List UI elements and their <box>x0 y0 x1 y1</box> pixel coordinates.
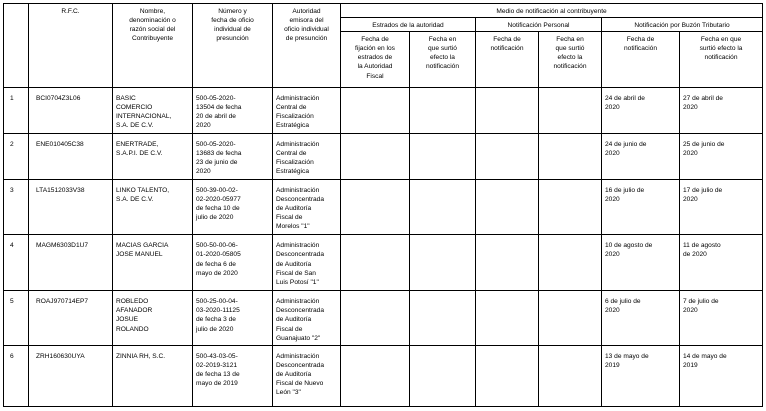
taxpayer-name-cell: BASIC COMERCIO INTERNACIONAL, S.A. DE C.V. <box>113 88 193 134</box>
taxpayer-name-cell: MACIAS GARCIA JOSE MANUEL <box>113 235 193 291</box>
rfc-cell: MAGM6303D1U7 <box>29 235 113 291</box>
taxpayer-name-cell: ROBLEDO AFANADOR JOSUE ROLANDO <box>113 291 193 346</box>
personal-effect-date-cell <box>539 235 602 291</box>
rfc-cell: BCI0704Z3L06 <box>29 88 113 134</box>
header-authority-boards: Estrados de la autoridad <box>341 18 476 32</box>
header-personal-notification: Notificación Personal <box>476 18 602 32</box>
header-mailbox-effect-date: Fecha en que surtió efecto la notificación <box>680 32 763 88</box>
table-row <box>4 88 763 134</box>
issuing-authority-cell: Administración Central de Fiscalización Estratégica <box>273 88 341 134</box>
row-number: 5 <box>4 291 29 346</box>
document-number-cell: 500-05-2020- 13683 de fecha 23 de junio de 2020 <box>193 133 273 179</box>
header-taxpayer-name: Nombre, denominación o razón social del Contribuyente <box>113 4 193 88</box>
row-number: 2 <box>4 133 29 179</box>
issuing-authority-cell: Administración Desconcentrada de Auditoría Fiscal de Morelos "1" <box>273 179 341 235</box>
header-mailbox-notification-date: Fecha de notificación <box>602 32 680 88</box>
mailbox-effect-date-cell: 27 de abril de 2020 <box>680 88 763 134</box>
issuing-authority-cell: Administración Desconcentrada de Auditoría Fiscal de Guanajuato "2" <box>273 291 341 346</box>
document-number-cell: 500-50-00-06- 01-2020-05805 de fecha 6 de mayo de 2020 <box>193 235 273 291</box>
mailbox-effect-date-cell: 25 de junio de 2020 <box>680 133 763 179</box>
taxpayer-name-cell: ZINNIA RH, S.C. <box>113 346 193 407</box>
header-boards-effect-date: Fecha en que surtió efecto la notificación <box>410 32 476 88</box>
personal-effect-date-cell <box>539 179 602 235</box>
mailbox-effect-date-cell: 11 de agosto de 2020 <box>680 235 763 291</box>
issuing-authority-cell: Administración Central de Fiscalización Estratégica <box>273 133 341 179</box>
boards-posting-date-cell <box>341 133 410 179</box>
boards-posting-date-cell <box>341 88 410 134</box>
document-number-cell: 500-25-00-04- 03-2020-11125 de fecha 3 de julio de 2020 <box>193 291 273 346</box>
mailbox-notification-date-cell: 24 de abril de 2020 <box>602 88 680 134</box>
personal-effect-date-cell <box>539 291 602 346</box>
taxpayer-name-cell: LINKO TALENTO, S.A. DE C.V. <box>113 179 193 235</box>
rfc-cell: ZRH160630UYA <box>29 346 113 407</box>
issuing-authority-cell: Administración Desconcentrada de Auditoría Fiscal de Nuevo León "3" <box>273 346 341 407</box>
table-row <box>4 291 763 346</box>
table-row <box>4 179 763 235</box>
boards-effect-date-cell <box>410 346 476 407</box>
boards-posting-date-cell <box>341 291 410 346</box>
personal-notification-date-cell <box>476 291 539 346</box>
personal-effect-date-cell <box>539 88 602 134</box>
row-number: 4 <box>4 235 29 291</box>
rfc-cell: ENE010405C38 <box>29 133 113 179</box>
table-row <box>4 346 763 407</box>
table-row <box>4 235 763 291</box>
document-number-cell: 500-05-2020- 13504 de fecha 20 de abril de 2020 <box>193 88 273 134</box>
mailbox-effect-date-cell: 7 de julio de 2020 <box>680 291 763 346</box>
mailbox-notification-date-cell: 24 de junio de 2020 <box>602 133 680 179</box>
header-issuing-authority: Autoridad emisora del oficio individual de presunción <box>273 4 341 88</box>
document-number-cell: 500-43-03-05- 02-2019-3121 de fecha 13 de mayo de 2019 <box>193 346 273 407</box>
personal-notification-date-cell <box>476 88 539 134</box>
boards-posting-date-cell <box>341 235 410 291</box>
header-number <box>4 4 29 88</box>
personal-notification-date-cell <box>476 133 539 179</box>
personal-notification-date-cell <box>476 235 539 291</box>
presumption-notification-table <box>3 3 763 407</box>
personal-effect-date-cell <box>539 346 602 407</box>
boards-posting-date-cell <box>341 179 410 235</box>
rfc-cell: LTA1512033V38 <box>29 179 113 235</box>
personal-notification-date-cell <box>476 179 539 235</box>
mailbox-notification-date-cell: 10 de agosto de 2020 <box>602 235 680 291</box>
row-number: 6 <box>4 346 29 407</box>
taxpayer-name-cell: ENERTRADE, S.A.P.I. DE C.V. <box>113 133 193 179</box>
header-rfc: R.F.C. <box>29 4 113 88</box>
header-personal-notification-date: Fecha de notificación <box>476 32 539 88</box>
mailbox-effect-date-cell: 14 de mayo de 2019 <box>680 346 763 407</box>
boards-effect-date-cell <box>410 88 476 134</box>
boards-effect-date-cell <box>410 179 476 235</box>
boards-posting-date-cell <box>341 346 410 407</box>
header-notification-medium: Medio de notificación al contribuyente <box>341 4 763 18</box>
header-boards-posting-date: Fecha de fijación en los estrados de la Autoridad Fiscal <box>341 32 410 88</box>
issuing-authority-cell: Administración Desconcentrada de Auditoría Fiscal de San Luis Potosí "1" <box>273 235 341 291</box>
document-number-cell: 500-39-00-02- 02-2020-05977 de fecha 10 de julio de 2020 <box>193 179 273 235</box>
header-personal-effect-date: Fecha en que surtió efecto la notificación <box>539 32 602 88</box>
boards-effect-date-cell <box>410 235 476 291</box>
table-row <box>4 133 763 179</box>
personal-effect-date-cell <box>539 133 602 179</box>
personal-notification-date-cell <box>476 346 539 407</box>
row-number: 3 <box>4 179 29 235</box>
mailbox-notification-date-cell: 16 de julio de 2020 <box>602 179 680 235</box>
header-tax-mailbox: Notificación por Buzón Tributario <box>602 18 763 32</box>
mailbox-notification-date-cell: 13 de mayo de 2019 <box>602 346 680 407</box>
row-number: 1 <box>4 88 29 134</box>
mailbox-effect-date-cell: 17 de julio de 2020 <box>680 179 763 235</box>
rfc-cell: ROAJ970714EP7 <box>29 291 113 346</box>
boards-effect-date-cell <box>410 133 476 179</box>
mailbox-notification-date-cell: 6 de julio de 2020 <box>602 291 680 346</box>
boards-effect-date-cell <box>410 291 476 346</box>
header-document-number: Número y fecha de oficio individual de presunción <box>193 4 273 88</box>
